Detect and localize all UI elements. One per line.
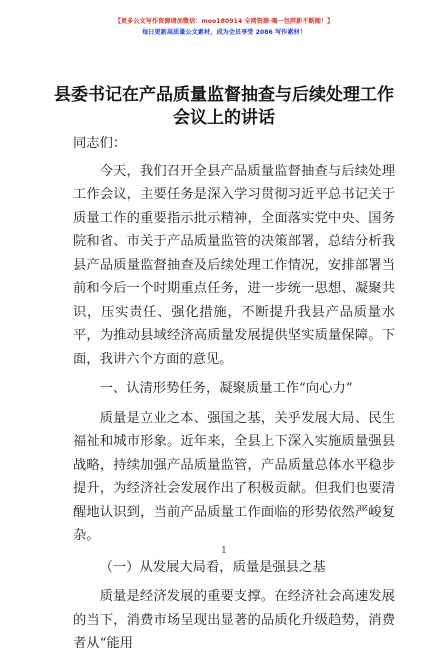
salutation: 同志们：: [73, 136, 127, 151]
document-title-line-2: 会议上的讲话: [173, 108, 275, 128]
page-number: 1: [221, 546, 227, 556]
promo-banner-line-2: 每日更新高质量公文素材，成为会员享受 2086 写作素材！: [142, 29, 306, 36]
section-heading-1: 一、认清形势任务，凝聚质量工作“向心力”: [99, 381, 353, 396]
document-body: [73, 132, 395, 656]
subsection-heading-1: （一）从发展大局看，质量是强县之基: [99, 559, 326, 575]
document-title: [0, 84, 448, 130]
paragraph-situation: 质量是立业之本、强国之基，关乎发展大局、民生福祉和城市形象。近年来，全县上下深入实施质量强县战略，持续加强产品质量监管，产品质量总体水平稳步提升，为经济社会发展作出了积极贡献。但我们也要清醒地认识到，当前产品质量工作面临的形势依然严峻复杂。: [73, 410, 395, 543]
document-title-line-1: 县委书记在产品质量监督抽查与后续处理工作: [54, 85, 394, 105]
promo-banner-line-1: 【更多公文写作资源请加微信：moo180914 全网资源·喝一包胖新不断随！】: [114, 18, 334, 25]
promo-banner: [0, 16, 448, 38]
paragraph-quality: 质量是经济发展的重要支撑。在经济社会高速发展的当下，消费市场呈现出显著的品质化升级趋势，消费者从“能用: [73, 589, 395, 651]
paragraph-intro: 今天，我们召开全县产品质量监督抽查与后续处理工作会议，主要任务是深入学习贯彻习近平总书记关于质量工作的重要指示批示精神，全面落实党中央、国务院和省、市关于产品质量监管的决策部署，总结分析我县产品质量监督抽查及后续处理工作情况，安排部署当前和今后一个时期重点任务，进一步统一思想、凝聚共识，压实责任、强化措施，不断提升我县产品质量水平，为推动县域经济高质量发展提供坚实质量保障。下面，我讲六个方面的意见。: [73, 163, 395, 367]
